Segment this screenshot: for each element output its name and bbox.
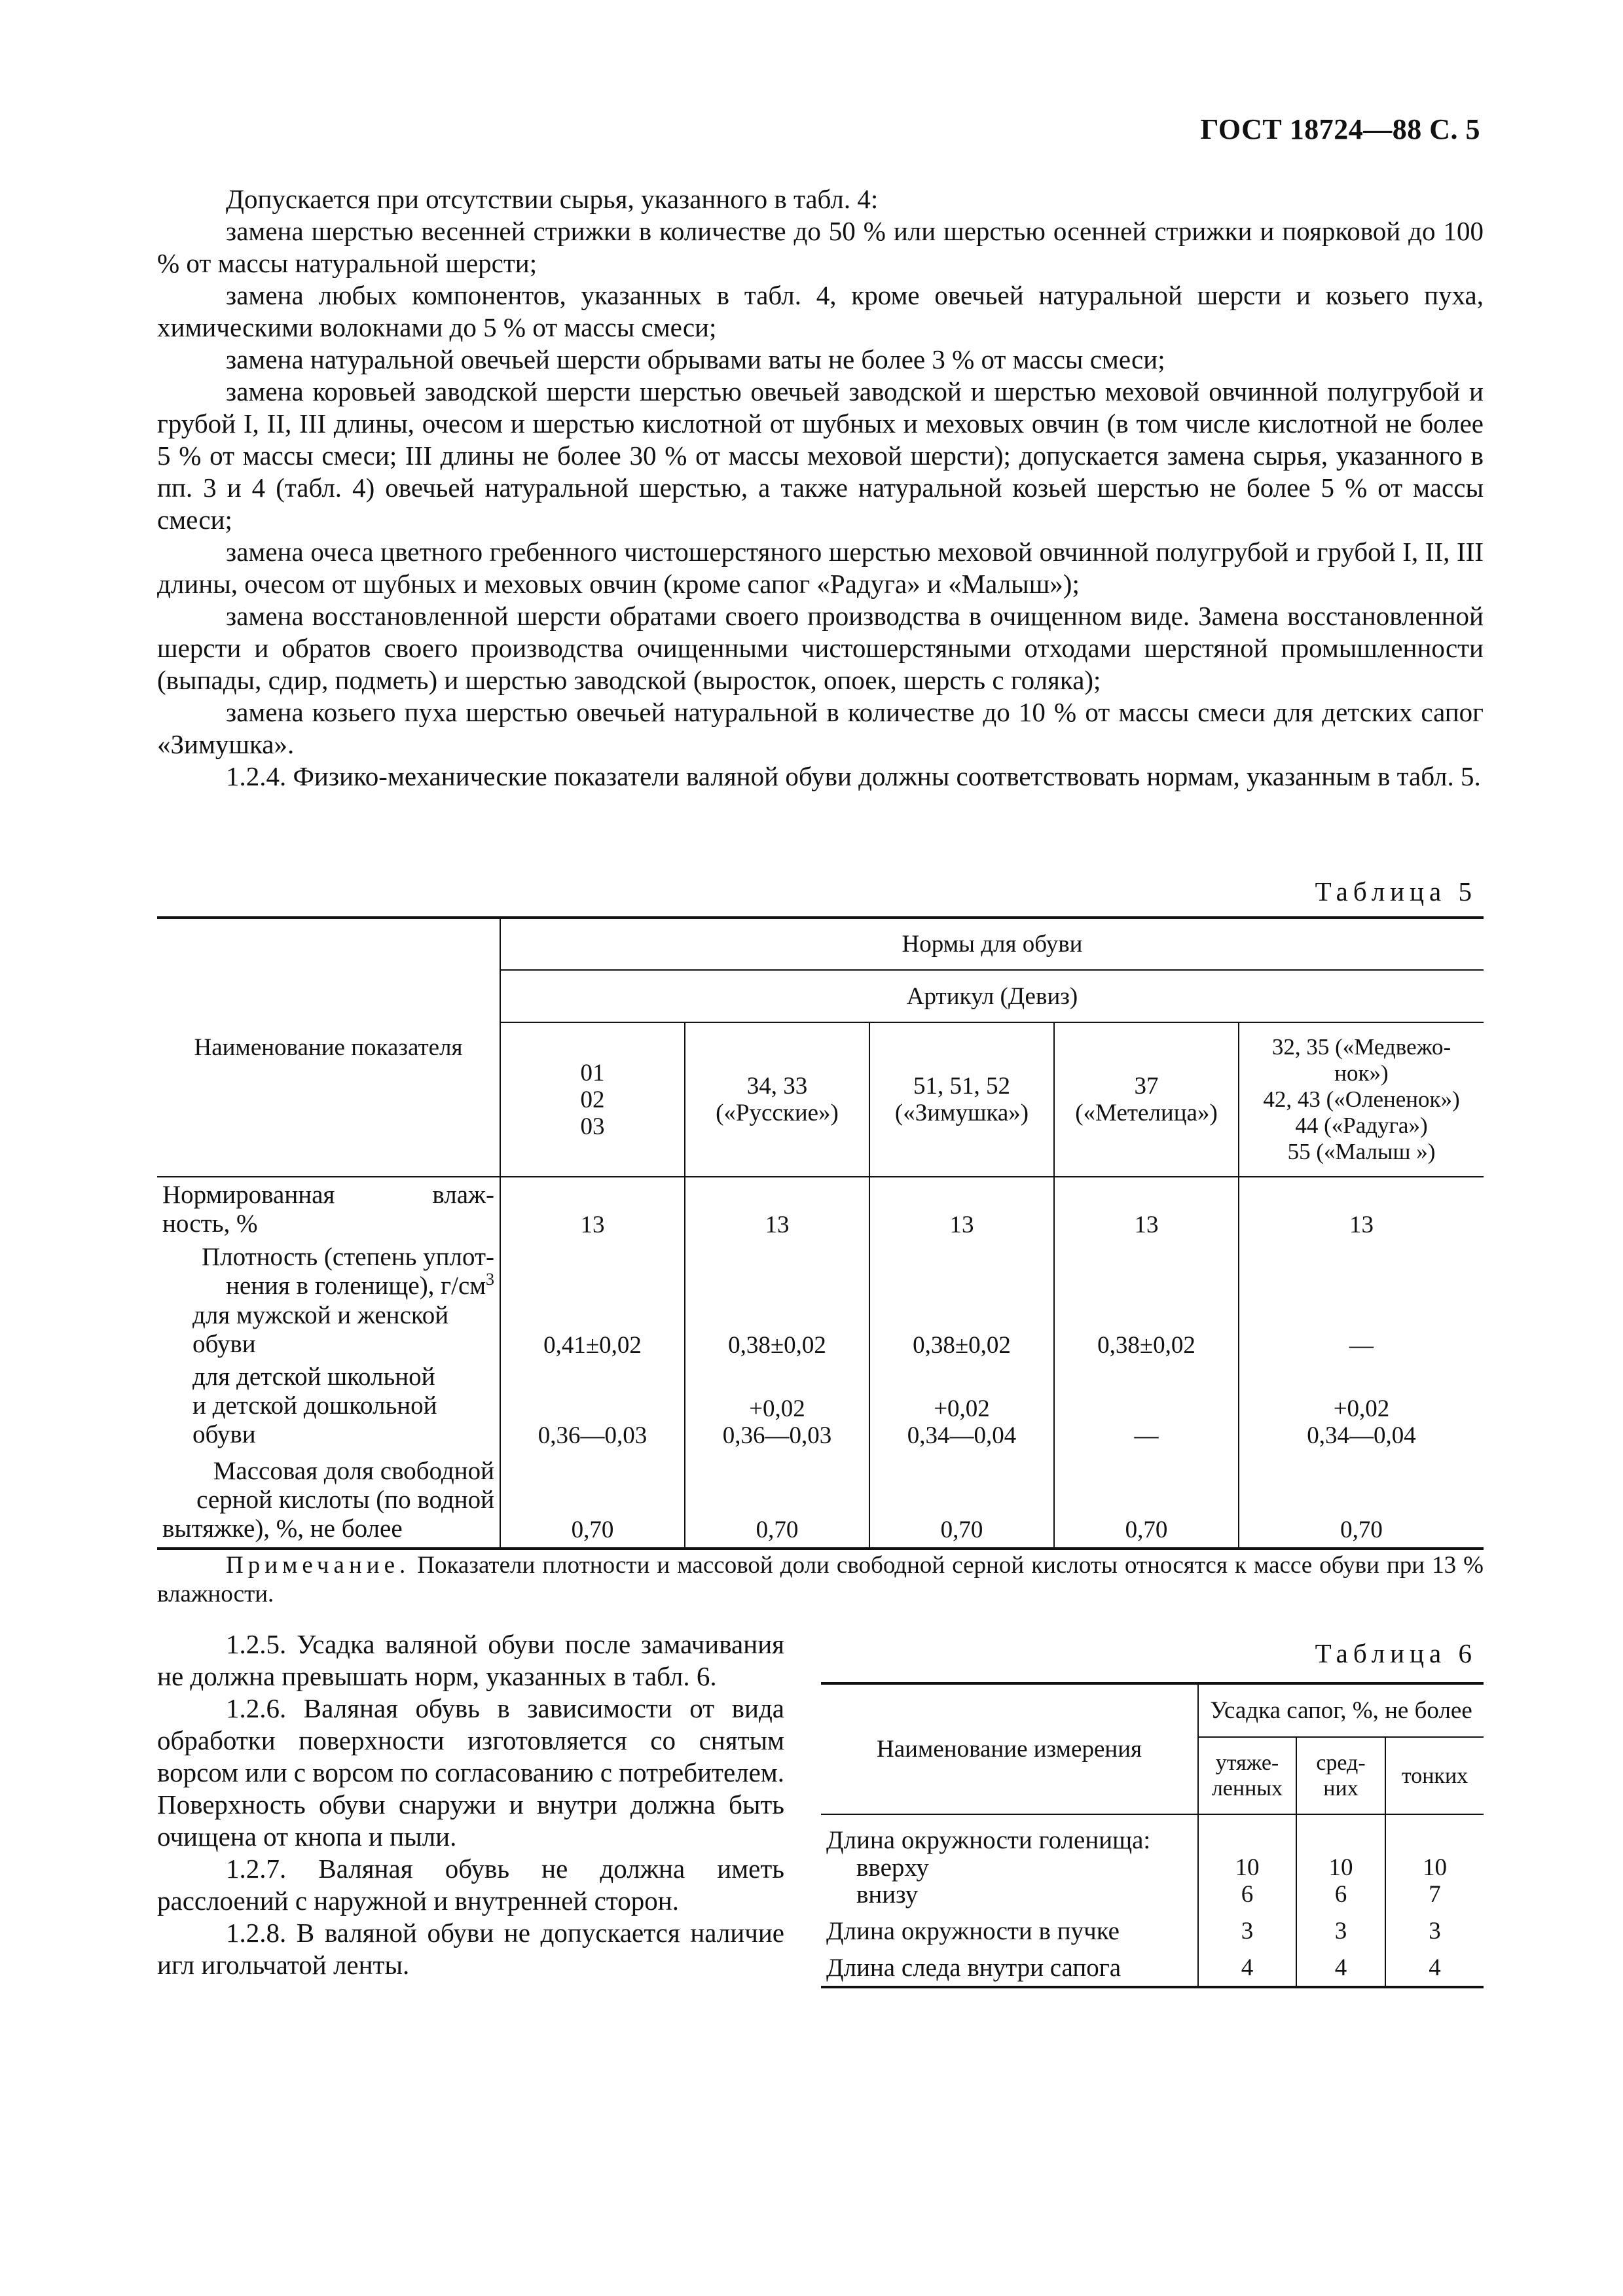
table-cell: +0,02 0,34—0,04 [869,1363,1054,1453]
left-column-text [157,1628,784,1981]
table-cell: +0,02 0,36—0,03 [685,1363,869,1453]
table5-col-header: 34, 33 («Русские») [685,1022,869,1177]
table-row [157,1301,1484,1363]
row-label: Длина окружности голенища: [821,1814,1198,1854]
paragraph: 1.2.7. Валяная обувь не должна иметь расслоений с наружной и внутренней сторон. [157,1854,784,1916]
paragraph: 1.2.6. Валяная обувь в зависимости от вида обработки поверхности изготовляется со снятым ворсом или с ворсом по согласованию с потребителем. Поверхность обуви снаружи и внутри должна быть очищена от кнопа и пыли. [157,1693,784,1852]
table-cell: 0,70 [869,1453,1054,1549]
table-row [821,1814,1484,1854]
note-text: Показатели плотности и массовой доли свободной серной кислоты относятся к массе обуви при 13 % влажности. [157,1552,1484,1607]
row-label: для детской школьной и детской дошкольной обуви [157,1363,500,1453]
row-label: внизу [821,1881,1198,1912]
paragraph: замена шерстью весенней стрижки в количестве до 50 % или шерстью осенней стрижки и поярковой до 100 % от массы натуральной шерсти; [157,216,1484,278]
note-label: Примечание. [226,1552,410,1579]
table6 [821,1682,1484,1988]
paragraph: 1.2.8. В валяной обуви не допускается наличие игл игольчатой ленты. [157,1918,784,1980]
table5-note [157,1551,1484,1609]
table-cell: 13 [1349,1211,1374,1238]
table-cell: 13 [869,1177,1054,1242]
table-cell: 0,70 [500,1453,685,1549]
table-cell: 0,41±0,02 [500,1301,685,1363]
table-cell: 4 [1198,1949,1296,1987]
table5-col-header: 32, 35 («Медвежо- нок») 42, 43 («Олененок») 44 («Радуга») 55 («Малыш ») [1239,1022,1484,1177]
table-cell: 0,38±0,02 [1054,1301,1239,1363]
paragraph: замена коровьей заводской шерсти шерстью овечьей заводской и шерстью меховой овчинной полугрубой и грубой I, II, III длины, очесом и шерстью кислотной от шубных и меховых овчин (в том числе кислотной не более 5 % от массы смеси; III длины не более 30 % от массы меховой шерсти); допускается замена сырья, указанного в пп. 3 и 4 (табл. 4) овечьей натуральной шерстью, а также натуральной козьей шерстью не более 5 % от массы смеси; [157,376,1484,535]
table5-caption: Таблица 5 [1315,876,1477,906]
table-cell: 0,70 [685,1453,869,1549]
paragraph: 1.2.5. Усадка валяной обуви после замачивания не должна превышать норм, указанных в табл. 6. [157,1629,784,1691]
body-text [157,183,1484,793]
table-cell: — [1054,1363,1239,1453]
table-cell: 6 [1296,1881,1385,1912]
paragraph: замена очеса цветного гребенного чистошерстяного шерстью меховой овчинной полугрубой и грубой I, II, III длины, очесом от шубных и меховых овчин (кроме сапог «Радуга» и «Малыш»); [157,537,1484,599]
paragraph: Допускается при отсутствии сырья, указанного в табл. 4: [226,184,879,214]
table5-header-norms: Нормы для обуви [500,918,1484,970]
table-cell: 13 [685,1177,869,1242]
table-cell: 0,36—0,03 [500,1363,685,1453]
table-cell: 0,38±0,02 [685,1301,869,1363]
page-header: ГОСТ 18724—88 С. 5 [1200,113,1480,145]
row-label: вверху [821,1854,1198,1881]
table5-col-header: 37 («Метелица») [1054,1022,1239,1177]
table-cell: 3 [1296,1912,1385,1949]
table-cell: 0,70 [1340,1516,1383,1543]
table-cell: — [1349,1332,1374,1359]
table6-header-shrink: Усадка сапог, %, не более [1198,1683,1484,1737]
table-row [821,1881,1484,1912]
table5-header-name: Наименование показателя [157,918,500,1177]
table-cell: 0,70 [1054,1453,1239,1549]
table5 [157,916,1484,1550]
table-cell: 13 [500,1177,685,1242]
table5-col-header: 51, 51, 52 («Зимушка») [869,1022,1054,1177]
table6-col-header: сред- них [1296,1737,1385,1814]
table-cell: 6 [1198,1881,1296,1912]
table-row [821,1912,1484,1949]
row-label: Длина окружности в пучке [821,1912,1198,1949]
row-label: Длина следа внутри сапога [821,1949,1198,1987]
row-label: для мужской и женской обуви [157,1301,500,1363]
table5-col-header: 01 02 03 [500,1022,685,1177]
row-label: Плотность (степень уплот- нения в голенище), $г/см^3$ [157,1242,500,1301]
table-cell: 10 [1296,1854,1385,1881]
table-cell: 13 [1054,1177,1239,1242]
table-cell: 4 [1296,1949,1385,1987]
paragraph: замена козьего пуха шерстью овечьей натуральной в количестве до 10 % от массы смеси для детских сапог «Зимушка». [157,697,1484,759]
row-label: Массовая доля свободной серной кислоты (по водной вытяжке), %, не более [157,1453,500,1549]
table-cell: 3 [1198,1912,1296,1949]
paragraph: замена натуральной овечьей шерсти обрывами ваты не более 3 % от массы смеси; [226,344,1165,374]
table-row [821,1949,1484,1987]
table6-header-name: Наименование измерения [821,1683,1198,1814]
row-label: Нормированная влаж- ность, % [157,1177,500,1242]
table6-caption: Таблица 6 [1315,1638,1477,1668]
paragraph: замена любых компонентов, указанных в табл. 4, кроме овечьей натуральной шерсти и козьего пуха, химическими волокнами до 5 % от массы смеси; [157,280,1484,342]
table-row [157,1177,1484,1242]
table-row [157,1453,1484,1549]
table-cell: 0,38±0,02 [869,1301,1054,1363]
table-row [821,1854,1484,1881]
table5-header-article: Артикул (Девиз) [500,970,1484,1022]
table-cell: 10 [1423,1854,1447,1881]
table-cell: 4 [1429,1954,1441,1981]
table-row [157,1242,1484,1301]
table-cell: 10 [1198,1854,1296,1881]
table-cell: 7 [1429,1881,1441,1908]
paragraph: замена восстановленной шерсти обратами своего производства в очищенном виде. Замена восстановленной шерсти и обратов своего производства очищенными чистошерстяными отходами шерстяной промышленности (выпады, сдир, подметь) и шерстью заводской (выросток, опоек, шерсть с голяка); [157,601,1484,695]
table6-col-header: утяже- ленных [1198,1737,1296,1814]
table-cell: 3 [1429,1917,1441,1945]
table6-col-header: тонких [1385,1737,1484,1814]
paragraph: 1.2.4. Физико-механические показатели валяной обуви должны соответствовать нормам, указанным в табл. 5. [226,761,1481,791]
table-row [157,1363,1484,1453]
table-cell: +0,02 0,34—0,04 [1307,1395,1416,1449]
